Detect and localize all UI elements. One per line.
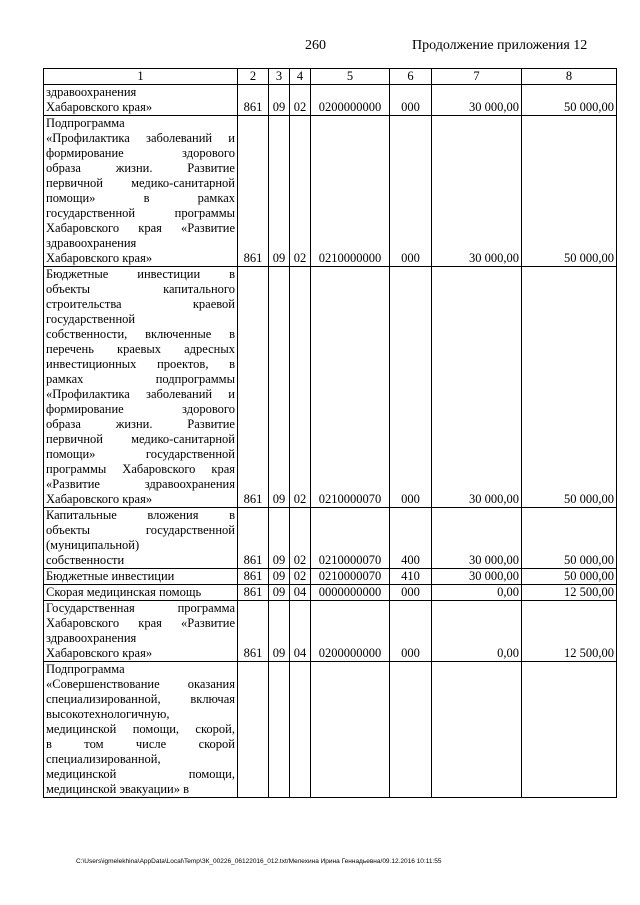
column-header-2: 2 <box>238 69 269 85</box>
description-line: Капитальные вложения в <box>46 508 235 522</box>
column-header-6: 6 <box>390 69 432 85</box>
table-body <box>44 85 617 798</box>
description-line: «Профилактика заболеваний и <box>46 131 235 145</box>
description-line: медицинской помощи, скорой, <box>46 722 235 736</box>
subsection-code: 02 <box>290 569 311 585</box>
column-header-5: 5 <box>311 69 390 85</box>
subsection-code: 04 <box>290 585 311 601</box>
section-code: 09 <box>269 508 290 569</box>
budget-table <box>43 68 617 798</box>
table-row <box>44 85 617 116</box>
description-line: здравоохранения <box>46 236 137 250</box>
row-description <box>44 662 238 798</box>
row-description <box>44 569 238 585</box>
ministry-code: 861 <box>238 601 269 662</box>
description-line: формирование здорового <box>46 146 235 160</box>
target-article-code: 0210000000 <box>311 116 390 267</box>
target-article-code <box>311 662 390 798</box>
table-row <box>44 601 617 662</box>
description-line: Бюджетные инвестиции <box>46 569 175 583</box>
description-line: в том числе скорой <box>46 737 235 751</box>
description-line: образа жизни. Развитие <box>46 161 235 175</box>
description-line: первичной медико-санитарной <box>46 432 235 446</box>
column-header-4: 4 <box>290 69 311 85</box>
ministry-code: 861 <box>238 569 269 585</box>
file-path-footer: C:\Users\igmelekhina\AppData\Local\Temp\ЗК_00226_06122016_012.txt/Мелехина Ирина Геннадьевна/09.12.2016 10:11:55 <box>76 858 442 865</box>
description-line: перечень краевых адресных <box>46 342 235 356</box>
expense-type-code: 400 <box>390 508 432 569</box>
description-line: Хабаровского края» <box>46 492 153 506</box>
ministry-code: 861 <box>238 267 269 508</box>
subsection-code: 02 <box>290 116 311 267</box>
section-code: 09 <box>269 569 290 585</box>
description-line: образа жизни. Развитие <box>46 417 235 431</box>
subsection-code: 02 <box>290 85 311 116</box>
amount-year-1 <box>432 662 522 798</box>
amount-year-1: 30 000,00 <box>432 569 522 585</box>
amount-year-2: 50 000,00 <box>522 508 617 569</box>
target-article-code: 0000000000 <box>311 585 390 601</box>
subsection-code: 02 <box>290 267 311 508</box>
column-header-7: 7 <box>432 69 522 85</box>
section-code: 09 <box>269 601 290 662</box>
description-line: государственной программы <box>46 206 235 220</box>
description-line: помощи» в рамках <box>46 191 235 205</box>
table-header <box>44 69 617 85</box>
subsection-code: 02 <box>290 508 311 569</box>
table-row <box>44 116 617 267</box>
description-line: медицинской эвакуации» в <box>46 782 189 796</box>
amount-year-2: 12 500,00 <box>522 601 617 662</box>
column-header-1: 1 <box>44 69 238 85</box>
description-line: специализированной, <box>46 752 161 766</box>
amount-year-1: 30 000,00 <box>432 267 522 508</box>
ministry-code <box>238 662 269 798</box>
column-header-8: 8 <box>522 69 617 85</box>
page-number: 260 <box>305 38 326 53</box>
expense-type-code: 410 <box>390 569 432 585</box>
amount-year-2 <box>522 662 617 798</box>
table-row <box>44 267 617 508</box>
section-code: 09 <box>269 585 290 601</box>
row-description <box>44 508 238 569</box>
ministry-code: 861 <box>238 116 269 267</box>
amount-year-2: 50 000,00 <box>522 85 617 116</box>
description-line: Хабаровского края» <box>46 646 153 660</box>
amount-year-1: 0,00 <box>432 585 522 601</box>
target-article-code: 0210000070 <box>311 569 390 585</box>
description-line: объекты государственной <box>46 523 235 537</box>
description-line: объекты капитального <box>46 282 235 296</box>
section-code <box>269 662 290 798</box>
expense-type-code: 000 <box>390 116 432 267</box>
section-code: 09 <box>269 116 290 267</box>
description-line: «Совершенствование оказания <box>46 677 235 691</box>
description-line: инвестиционных проектов, в <box>46 357 235 371</box>
target-article-code: 0210000070 <box>311 508 390 569</box>
amount-year-1: 30 000,00 <box>432 85 522 116</box>
section-code: 09 <box>269 267 290 508</box>
description-line: Подпрограмма <box>46 662 125 676</box>
description-line: специализированной, включая <box>46 692 235 706</box>
amount-year-2: 50 000,00 <box>522 267 617 508</box>
description-line: рамках подпрограммы <box>46 372 235 386</box>
amount-year-1: 30 000,00 <box>432 116 522 267</box>
description-line: собственности, включенные в <box>46 327 235 341</box>
row-description <box>44 267 238 508</box>
ministry-code: 861 <box>238 85 269 116</box>
target-article-code: 0200000000 <box>311 601 390 662</box>
description-line: помощи» государственной <box>46 447 235 461</box>
description-line: Скорая медицинская помощь <box>46 585 202 599</box>
description-line: высокотехнологичную, <box>46 707 170 721</box>
table-row <box>44 662 617 798</box>
ministry-code: 861 <box>238 585 269 601</box>
description-line: Государственная программа <box>46 601 235 615</box>
appendix-continuation-note: Продолжение приложения 12 <box>412 38 588 53</box>
target-article-code: 0200000000 <box>311 85 390 116</box>
description-line: государственной <box>46 312 136 326</box>
description-line: медицинской помощи, <box>46 767 235 781</box>
table-row <box>44 569 617 585</box>
description-line: собственности <box>46 553 125 567</box>
expense-type-code: 000 <box>390 267 432 508</box>
description-line: здравоохранения <box>46 85 137 99</box>
description-line: строительства краевой <box>46 297 235 311</box>
description-line: «Профилактика заболеваний и <box>46 387 235 401</box>
section-code: 09 <box>269 85 290 116</box>
ministry-code: 861 <box>238 508 269 569</box>
description-line: «Развитие здравоохранения <box>46 477 235 491</box>
expense-type-code <box>390 662 432 798</box>
amount-year-1: 30 000,00 <box>432 508 522 569</box>
column-header-3: 3 <box>269 69 290 85</box>
description-line: программы Хабаровского края <box>46 462 235 476</box>
row-description <box>44 585 238 601</box>
description-line: Подпрограмма <box>46 116 125 130</box>
table-row <box>44 585 617 601</box>
description-line: Бюджетные инвестиции в <box>46 267 235 281</box>
amount-year-2: 50 000,00 <box>522 116 617 267</box>
subsection-code: 04 <box>290 601 311 662</box>
amount-year-2: 12 500,00 <box>522 585 617 601</box>
expense-type-code: 000 <box>390 601 432 662</box>
expense-type-code: 000 <box>390 85 432 116</box>
amount-year-2: 50 000,00 <box>522 569 617 585</box>
description-line: здравоохранения <box>46 631 137 645</box>
subsection-code <box>290 662 311 798</box>
row-description <box>44 116 238 267</box>
description-line: Хабаровского края «Развитие <box>46 616 235 630</box>
row-description <box>44 601 238 662</box>
expense-type-code: 000 <box>390 585 432 601</box>
description-line: формирование здорового <box>46 402 235 416</box>
description-line: первичной медико-санитарной <box>46 176 235 190</box>
target-article-code: 0210000070 <box>311 267 390 508</box>
description-line: (муниципальной) <box>46 538 140 552</box>
header-row <box>44 69 617 85</box>
row-description <box>44 85 238 116</box>
amount-year-1: 0,00 <box>432 601 522 662</box>
description-line: Хабаровского края» <box>46 251 153 265</box>
description-line: Хабаровского края «Развитие <box>46 221 235 235</box>
table-row <box>44 508 617 569</box>
description-line: Хабаровского края» <box>46 100 153 114</box>
